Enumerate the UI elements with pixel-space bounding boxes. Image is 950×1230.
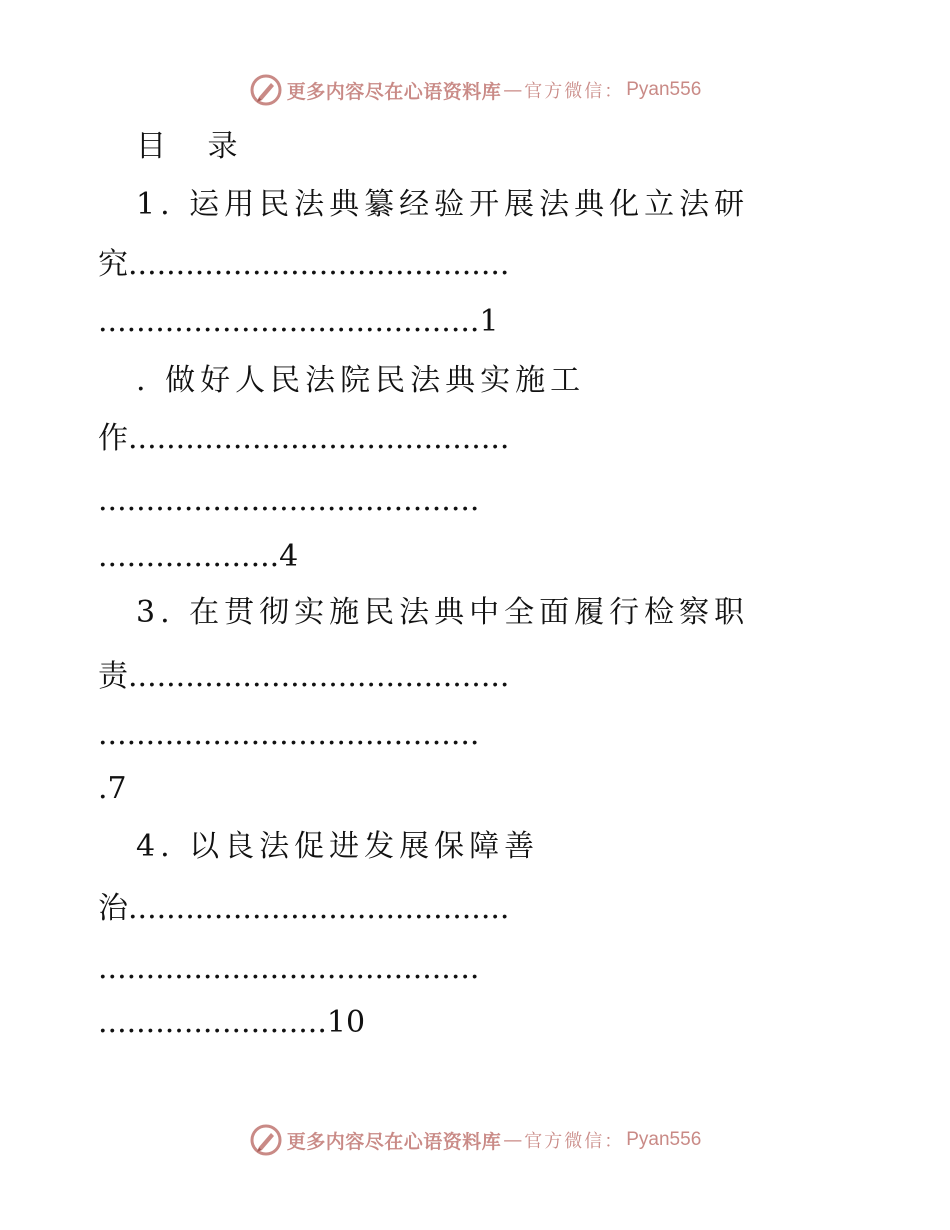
pen-logo-icon [249,1123,283,1157]
pen-logo-icon [249,73,283,107]
toc-entry-2-page: ...................4 [98,539,299,574]
toc-entry-2-leader: 作........................................ [98,421,510,456]
watermark-wechat-label: 官方微信： [524,1131,625,1152]
toc-entry-2-title: . 做好人民法院民法典实施工 [136,363,586,398]
watermark-header [0,70,950,110]
toc-entry-4-page: ........................10 [98,1005,366,1040]
watermark-dash: — [503,79,523,101]
toc-entry-1-title: 1. 运用民法典纂经验开展法典化立法研 [136,187,750,222]
watermark-library-text: 更多内容尽在心语资料库 [286,80,502,103]
toc-entry-4-leader: 治........................................ [98,891,510,926]
watermark-wechat-id: Pyan556 [626,79,702,100]
toc-entry-3-title: 3. 在贯彻实施民法典中全面履行检察职 [136,595,750,630]
toc-heading: 目 录 [136,129,254,164]
toc-entry-2-leader-cont: ........................................ [98,483,480,518]
toc-entry-1-page: ........................................1 [98,304,499,339]
toc-entry-1-leader: 究........................................ [98,247,510,282]
watermark-dash: — [503,1129,523,1151]
watermark-footer [0,1120,950,1160]
toc-entry-3-leader: 责........................................ [98,659,510,694]
toc-entry-4-leader-cont: ........................................ [98,951,480,986]
watermark-wechat-id: Pyan556 [626,1129,702,1150]
watermark-library-text: 更多内容尽在心语资料库 [286,1130,502,1153]
toc-entry-3-page: .7 [98,771,127,806]
watermark-wechat-label: 官方微信： [524,81,625,102]
toc-entry-3-leader-cont: ........................................ [98,717,480,752]
toc-entry-4-title: 4. 以良法促进发展保障善 [136,829,540,864]
